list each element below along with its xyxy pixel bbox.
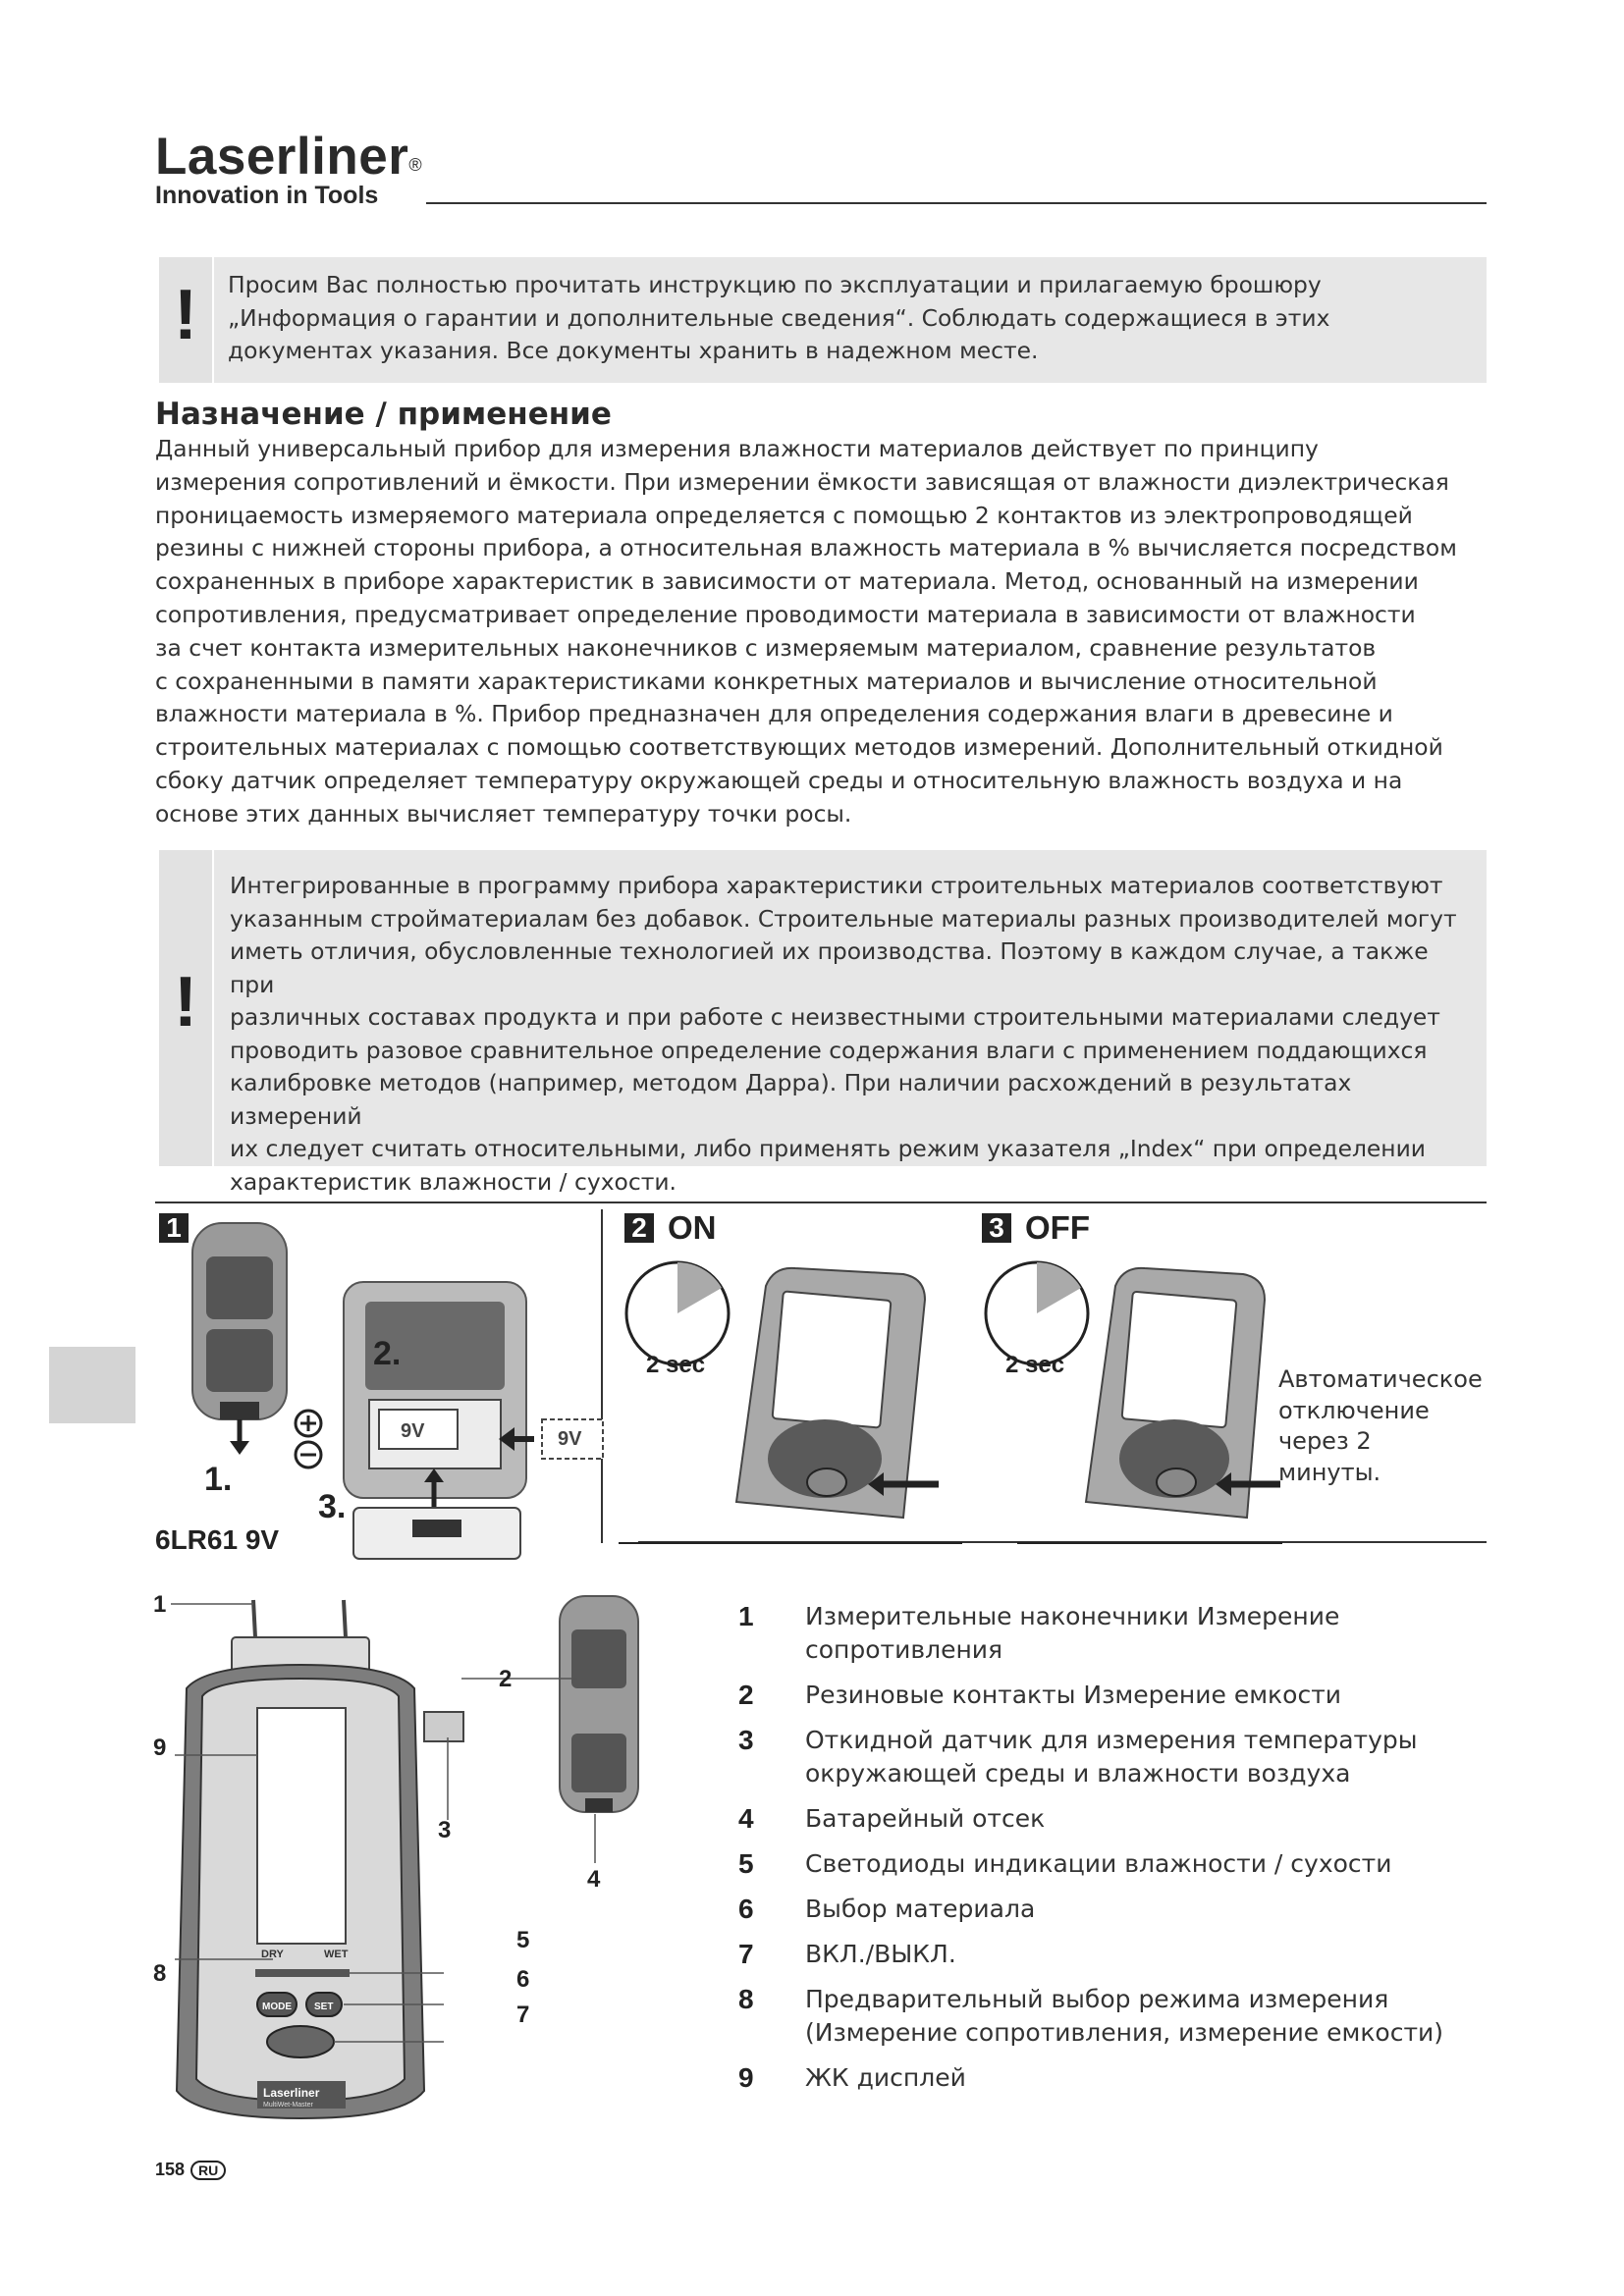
mode-button-label: MODE — [262, 2002, 292, 2012]
power-off-figure — [978, 1256, 1282, 1551]
section-side-tab — [49, 1347, 135, 1423]
timer-label-on: 2 sec — [646, 1352, 706, 1378]
brand-tagline: Innovation in Tools — [155, 182, 379, 209]
step-label-off: OFF — [1025, 1209, 1090, 1246]
legend-item: 2 Резиновые контакты Измерение емкости — [738, 1680, 1342, 1710]
legend-item: 4 Батарейный отсек — [738, 1803, 1046, 1834]
notice-text: Интегрированные в программу прибора характеристики строительных материалов соответствуют указанным стройматериалам без добавок. Строительные материалы разных производителей могут иметь отличия, обусловленные технологией их производства. Поэтому в каждом случае, а также при различных составах продукта и при работе с неизвестными строительными материалами следует проводить разовое сравнительное определение содержания влаги с применением поддающихся калибровке методов (например, методом Дарра). При наличии расхождений в результатах измерений их следует считать относительными, либо применять режим указателя „Index“ при определении характеристик влажности / сухости. — [230, 872, 1457, 1196]
purpose-paragraph: Данный универсальный прибор для измерения влажности материалов действует по принципу измерения сопротивлений и ёмкости. При измерении ёмкости зависящая от влажности диэлектрическая проницаемость измеряемого материала определяется с помощью 2 контактов из электропроводящей резины с нижней стороны прибора, а относительная влажность материала в % вычисляется посредством сохраненных в приборе характеристик в зависимости от материала. Метод, основанный на измерении сопротивления, предусматривает определение проводимости материала в зависимости от влажности за счет контакта измерительных наконечников с измеряемым материалом, сравнение результатов с сохраненными в памяти характеристиками конкретных материалов и вычисление относительной влажности материала в %. Прибор предназначен для определения содержания влаги в древесине и строительных материалах с помощью соответствующих методов измерений. Дополнительный откидной сбоку датчик определяет температуру окружающей среды и относительную влажность воздуха и на основе этих данных вычисляет температуру точки росы. — [155, 435, 1457, 828]
set-button-label: SET — [314, 2002, 334, 2012]
callout-8: 8 — [153, 1960, 167, 1987]
callout-3: 3 — [438, 1817, 452, 1843]
auto-off-note: Автоматическое отключение через 2 минуты. — [1278, 1365, 1483, 1486]
notice-marker — [159, 850, 214, 1166]
dry-label: DRY — [261, 1949, 284, 1960]
timer-label-off: 2 sec — [1005, 1352, 1065, 1378]
battery-text-inside: 9V — [401, 1420, 425, 1442]
callout-4: 4 — [587, 1866, 601, 1893]
step1-sub3: 3. — [318, 1488, 347, 1525]
battery-illustration — [177, 1213, 609, 1567]
battery-text-outside: 9V — [558, 1428, 582, 1450]
callout-7: 7 — [516, 2002, 530, 2028]
notice-box-documents — [159, 257, 1487, 383]
step-label-on: ON — [668, 1209, 717, 1246]
callout-5: 5 — [516, 1927, 530, 1953]
step1-sub2: 2. — [373, 1335, 402, 1372]
step-number-2: 2 — [624, 1213, 654, 1243]
language-badge: RU — [190, 2161, 226, 2180]
notice-text: Просим Вас полностью прочитать инструкцию по эксплуатации и прилагаемую брошюру „Информация о гарантии и дополнительные сведения“. Соблюдать содержащиеся в этих документах указания. Все документы хранить в надежном месте. — [228, 271, 1330, 364]
header-rule — [426, 202, 1487, 204]
step1-sub1: 1. — [204, 1461, 233, 1498]
device-brand-badge: Laserliner — [263, 2086, 320, 2100]
figure-top-rule — [155, 1201, 1487, 1203]
callout-2: 2 — [499, 1666, 513, 1692]
step-number-3: 3 — [982, 1213, 1011, 1243]
battery-figure — [177, 1213, 609, 1567]
wet-label: WET — [324, 1949, 349, 1960]
page-footer — [155, 2160, 226, 2180]
legend-item: 6 Выбор материала — [738, 1894, 1036, 1924]
device-diagram — [147, 1580, 677, 2130]
exclamation-icon: ! — [174, 963, 197, 1041]
exclamation-icon: ! — [174, 276, 197, 354]
brand-name: Laserliner® — [155, 128, 423, 186]
power-on-illustration — [619, 1256, 962, 1551]
notice-box-calibration — [159, 850, 1487, 1196]
callout-1: 1 — [153, 1591, 167, 1618]
callout-6: 6 — [516, 1966, 530, 1993]
device-model-badge: MultiWet-Master — [263, 2102, 313, 2109]
legend-item: 5 Светодиоды индикации влажности / сухости — [738, 1848, 1392, 1879]
section-heading-purpose: Назначение / применение — [155, 397, 612, 432]
device-overview-illustration — [147, 1580, 677, 2130]
brand-logo — [155, 130, 422, 208]
notice-marker — [159, 257, 214, 383]
parts-legend — [738, 1600, 1485, 2107]
callout-9: 9 — [153, 1735, 167, 1761]
legend-item: 8 Предварительный выбор режима измерения (Измерение сопротивления, измерение емкости) — [738, 1984, 1444, 2047]
legend-item: 1 Измерительные наконечники Измерение сопротивления — [738, 1601, 1340, 1664]
power-on-figure — [619, 1256, 962, 1551]
battery-type-label: 6LR61 9V — [155, 1524, 280, 1555]
step-number-1: 1 — [159, 1213, 189, 1243]
legend-item: 3 Откидной датчик для измерения температуры окружающей среды и влажности воздуха — [738, 1725, 1418, 1788]
page-number: 158 — [155, 2160, 186, 2179]
power-off-illustration — [978, 1256, 1282, 1551]
legend-item: 9 ЖК дисплей — [738, 2062, 966, 2093]
legend-item: 7 ВКЛ./ВЫКЛ. — [738, 1939, 956, 1969]
